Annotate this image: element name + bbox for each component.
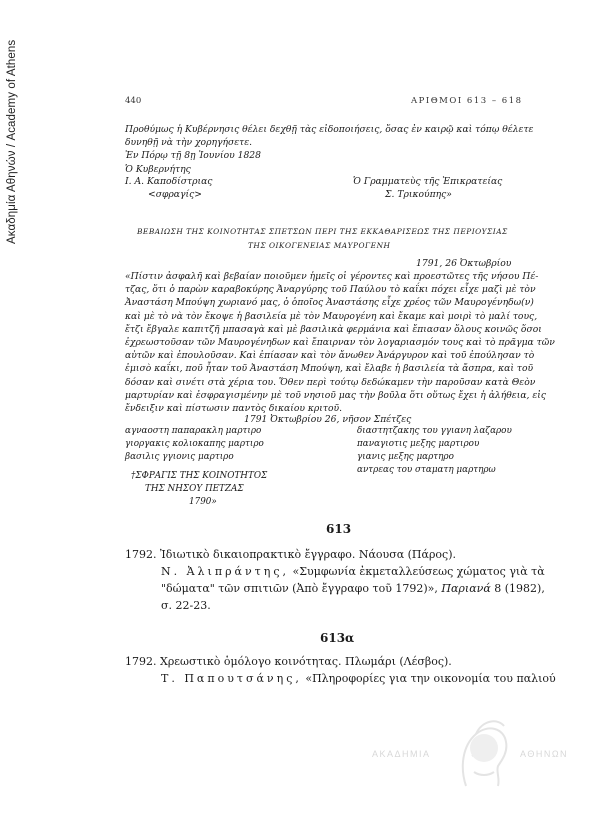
entry-number: 613 — [326, 522, 352, 536]
witness: διαστητζακης του γγιανη λαζαρου — [357, 426, 512, 436]
body-line: δόσαν καὶ σινέτι στὰ χέρια του. Ὅθεν περὶ τούτῳ δεδώκαμεν τὴν παροῦσαν κατὰ Θεὸν — [125, 376, 536, 388]
journal-volume: 8 (1982), — [490, 582, 545, 595]
document-body — [125, 271, 555, 416]
entry-613 — [125, 548, 545, 616]
watermark-right-text: ΑΘΗΝΩΝ — [520, 749, 569, 759]
witnesses-left — [125, 426, 264, 465]
body-line: τζας, ὅτι ὁ παρὼν καραβοκύρης Ἀναργύρης τοῦ Παύλου τὸ καΐκι πόχει εἶχε μαζὶ μὲ τὸν — [125, 284, 536, 296]
seal-line: †ΣΦΡΑΓΙΣ ΤΗΣ ΚΟΙΝΟΤΗΤΟΣ — [131, 471, 268, 481]
witness: αντρεας του σταματη μαρτηρω — [357, 465, 496, 475]
intro-line: Ὁ Κυβερνήτης — [125, 163, 191, 175]
intro-line: Προθύμως ἡ Κυβέρνησις θέλει δεχθῇ τὰς εἰδοποιήσεις, ὅσας ἐν καιρῷ καὶ τόπῳ θέλετε — [125, 124, 534, 135]
witness: παναγιοτις μεξης μαρτιρου — [357, 439, 480, 449]
author-name: Ν. Ἀλιπράντης, — [161, 565, 289, 578]
watermark-left-text: ΑΚΑΔΗΜΙΑ — [372, 749, 431, 759]
article-title: «Πληροφορίες για την οικονομία του παλιού — [301, 672, 556, 685]
body-line: ἐχρεωστοῦσαν τῶν Μαυρογένηδων καὶ ἔπαιρναν τὸν λογαριασμόν τους καὶ τὸ πρᾶγμα τῶν — [125, 336, 555, 348]
journal-name: Παριανά — [441, 582, 491, 595]
intro-line: Ἐν Πόρῳ τῇ 8ῃ Ἰουνίου 1828 — [125, 150, 261, 162]
body-line: ἔτζι ἔβγαλε καπιτζῆ μπασαγὰ καὶ μὲ βασιλικὰ φερμάνια καὶ ἔπιασαν ὅλους κοινῶς ὅσοι — [125, 323, 542, 335]
witnesses-right — [357, 426, 512, 478]
witness: γιοργακις κολιοκαπης μαρτιρο — [125, 439, 264, 449]
signatory-right: Ὁ Γραμματεὺς τῆς Ἐπικρατείας — [353, 176, 503, 187]
place-date: 1791 Ὀκτωβρίου 26, νῆσον Σπέτζες — [244, 414, 412, 425]
body-line: καὶ μὲ τὸ νὰ τὸν ἔκοψε ἡ βασιλεία μὲ τὸν Μαυρογένη καὶ ἔκαμε καὶ μοιρὶ τὸ μαλί τους, — [125, 310, 538, 322]
article-title-cont: "δώματα" τῶν σπιτιῶν (Ἀπὸ ἔγγραφο τοῦ 1792)», — [161, 582, 442, 595]
side-label: Ακαδημία Αθηνών / Academy of Athens — [6, 40, 18, 245]
witness: αγναοστη παπαρακλη μαρτιρο — [125, 426, 262, 436]
entry-line: 1792. Χρεωστικὸ ὁμόλογο κοινότητας. Πλωμάρι (Λέσβος). — [125, 655, 452, 668]
signatory-left: Ι. Α. Καποδίστριας — [125, 176, 213, 187]
body-line: «Πίστιν ἀσφαλῆ καὶ βεβαίαν ποιοῦμεν ἡμεῖς οἱ γέροντες καὶ προεστῶτες τῆς νήσου Πέ- — [125, 271, 539, 282]
page-number: 440 — [125, 96, 142, 106]
witness: βασιλις γγιονις μαρτιρο — [125, 452, 234, 462]
body-line: Ἀναστάση Μπούψη χωριανό μας, ὁ ὁποῖος Ἀναστάσης εἶχε χρέος τῶν Μαυρογένηδω(ν) — [125, 297, 534, 309]
entry-line — [125, 672, 556, 689]
document-date: 1791, 26 Ὀκτωβρίου — [416, 258, 512, 269]
document-title-line-1: ΒΕΒΑΙΩΣΗ ΤΗΣ ΚΟΙΝΟΤΗΤΑΣ ΣΠΕΤΣΩΝ ΠΕΡΙ ΤΗΣ ΕΚΚΑΘΑΡΙΣΕΩΣ ΤΗΣ ΠΕΡΙΟΥΣΙΑΣ — [137, 227, 508, 236]
seal-mark: <σφραγίς> — [148, 189, 202, 200]
entry-line: 1792. Ἰδιωτικὸ δικαιοπρακτικὸ ἔγγραφο. Νάουσα (Πάρος). — [125, 548, 456, 561]
entry-line — [125, 565, 545, 582]
signatory-right-name: Σ. Τρικούπης» — [385, 189, 452, 200]
entry-line — [125, 582, 545, 599]
running-header: ΑΡΙΘΜΟΙ 613 – 618 — [411, 96, 523, 106]
academy-watermark — [372, 716, 587, 798]
entry-line: σ. 22-23. — [161, 599, 211, 612]
seal-line: ΤΗΣ ΝΗΣΟΥ ΠΕΤΖΑΣ — [145, 484, 244, 494]
body-line: ἔνδειξιν καὶ πίστωσιν παντὸς δικαίου κριτοῦ. — [125, 402, 343, 414]
athena-head-icon — [454, 716, 512, 796]
intro-text — [125, 124, 533, 177]
body-line: ἐμισὸ καΐκι, ποῦ ἦταν τοῦ Ἀναστάση Μπούψη, καὶ ἔλαβε ἡ βασιλεία τὰ ἄσπρα, καὶ τοῦ — [125, 363, 534, 375]
entry-number: 613α — [320, 631, 355, 645]
author-name: Τ. Παπουτσάνης, — [161, 672, 302, 685]
entry-613a — [125, 655, 556, 689]
seal-block — [131, 471, 267, 510]
witness: γιανις μεξης μαρτηρο — [357, 452, 454, 462]
intro-line: δυνηθῇ νὰ τὴν χορηγήσετε. — [125, 137, 253, 149]
body-line: μαρτυρίαν καὶ ἐσφραγισμένην μὲ τοῦ νησιοῦ μας τὴν βοῦλα ὅτι οὕτως ἔχει ἡ ἀλήθεια, εἰς — [125, 389, 547, 401]
body-line: αὐτῶν καὶ ἐπουλοῦσαν. Καὶ ἐπίασαν καὶ τὸν ἄνωθεν Ἀνάργυρον καὶ τοῦ ἐπούλησαν τὸ — [125, 350, 535, 362]
seal-line: 1790» — [189, 497, 217, 507]
document-title-line-2: ΤΗΣ ΟΙΚΟΓΕΝΕΙΑΣ ΜΑΥΡΟΓΕΝΗ — [248, 241, 391, 250]
article-title: «Συμφωνία ἐκμεταλλεύσεως χώματος γιὰ τὰ — [289, 565, 545, 578]
